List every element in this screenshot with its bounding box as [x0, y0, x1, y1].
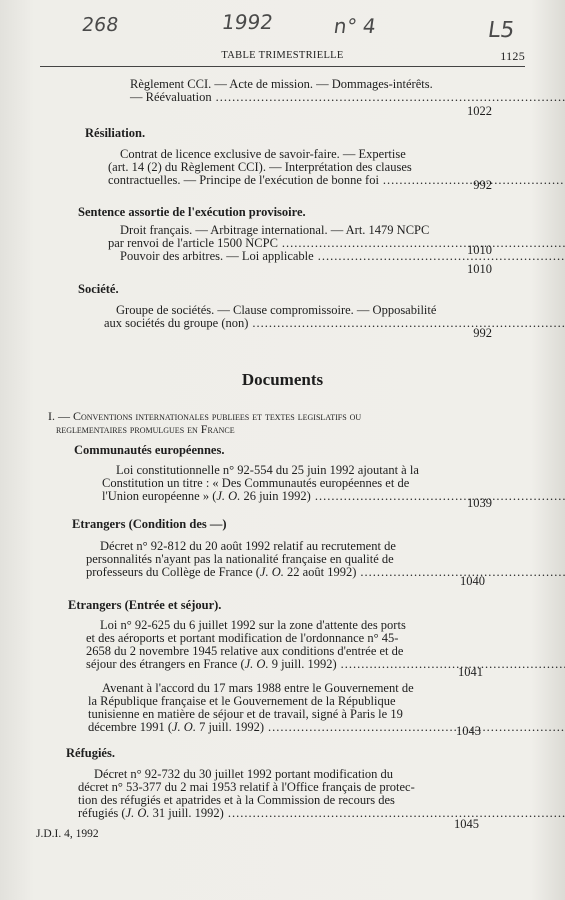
page-ref: 1039	[467, 496, 492, 510]
entry-line: et des aéroports et portant modification de l'ordonnance n° 45-	[86, 631, 399, 645]
entry-etrangers-entree-avenant	[88, 682, 450, 734]
page-ref: 1010	[467, 262, 492, 276]
entry-text: contractuelles. — Principe de l'exécution de bonne foi	[108, 173, 379, 187]
heading-etrangers-entree: Etrangers (Entrée et séjour).	[68, 598, 222, 612]
leader-dots	[318, 249, 565, 263]
heading-etrangers-condition: Etrangers (Condition des —)	[72, 517, 227, 531]
entry-line: décret n° 53-377 du 2 mai 1953 relatif à l'Office français de protec-	[78, 780, 415, 794]
entry-line	[78, 807, 446, 820]
entry-text-part: 9 juill. 1992)	[268, 657, 337, 671]
entry-societe	[104, 304, 458, 330]
journal-abbr: J. O.	[244, 657, 269, 671]
page-ref: 1022	[467, 104, 492, 118]
entry-sentence	[108, 224, 463, 263]
entry-text-part: l'Union européenne » (	[102, 489, 217, 503]
entry-line: la République française et le Gouvernement de la République	[88, 694, 396, 708]
entry-line: Décret n° 92-812 du 20 août 1992 relatif au recrutement de	[100, 539, 396, 553]
entry-text	[86, 565, 356, 579]
entry-text	[88, 720, 264, 734]
leader-dots	[268, 720, 565, 734]
entry-line: Constitution un titre : « Des Communautés européennes et de	[102, 476, 410, 490]
entry-communautes	[102, 464, 452, 503]
entry-line: tunisienne en matière de séjour et de travail, signé à Paris le 19	[88, 707, 403, 721]
entry-line	[130, 91, 460, 104]
entry-text	[102, 489, 311, 503]
entry-text: — Réévaluation	[130, 90, 212, 104]
leader-dots	[252, 316, 565, 330]
header-title: TABLE TRIMESTRIELLE	[221, 50, 344, 61]
handwritten-code: L5	[486, 18, 517, 43]
leader-dots	[341, 657, 565, 671]
journal-abbr: J. O.	[216, 489, 241, 503]
page-ref: 1043	[456, 724, 481, 738]
page-ref: 992	[473, 326, 492, 340]
page-ref: 992	[473, 178, 492, 192]
journal-abbr: J. O.	[125, 806, 150, 820]
heading-societe: Société.	[78, 282, 119, 296]
page-ref: 1041	[458, 665, 483, 679]
entry-text-part: séjour des étrangers en France (	[86, 657, 245, 671]
entry-text-part: décembre 1991 (	[88, 720, 172, 734]
entry-text-part: 22 août 1992)	[283, 565, 357, 579]
entry-line: Groupe de sociétés. — Clause compromissoire. — Opposabilité	[116, 303, 437, 317]
leader-dots	[228, 806, 565, 820]
entry-line: Avenant à l'accord du 17 mars 1988 entre le Gouvernement de	[102, 681, 414, 695]
entry-text-part: 26 juin 1992)	[240, 489, 311, 503]
journal-abbr: J. O.	[172, 720, 196, 734]
entry-line	[102, 490, 452, 503]
entry-line	[104, 317, 458, 330]
leader-dots	[216, 90, 565, 104]
entry-text	[78, 806, 224, 820]
page-ref: 1040	[460, 574, 485, 588]
entry-line: personnalités n'ayant pas la nationalité française en qualité de	[86, 552, 394, 566]
handwritten-issue: n° 4	[332, 14, 378, 38]
entry-line	[108, 174, 462, 187]
entry-reglement	[130, 78, 460, 104]
section-title: Documents	[241, 370, 324, 389]
entry-text-part: 31 juill. 1992)	[149, 806, 224, 820]
journal-abbr: J. O.	[259, 565, 284, 579]
entry-line: tion des réfugiés et apatrides et à la Commission de recours des	[78, 793, 395, 807]
entry-refugies	[78, 768, 446, 820]
entry-line: 2658 du 2 novembre 1945 relative aux conditions d'entrée et de	[86, 644, 404, 658]
entry-line	[86, 658, 448, 671]
running-header	[40, 48, 525, 67]
entry-text-part: professeurs du Collège de France (	[86, 565, 260, 579]
section-heading-line: reglementaires promulgues en France	[56, 422, 235, 436]
heading-sentence: Sentence assortie de l'exécution provisoire.	[78, 205, 306, 219]
handwritten-ref: 268	[80, 14, 120, 36]
entry-line: Contrat de licence exclusive de savoir-faire. — Expertise	[120, 147, 406, 161]
section-heading-line: I. — Conventions internationales publiees et textes legislatifs ou	[48, 409, 362, 423]
entry-line: Loi n° 92-625 du 6 juillet 1992 sur la zone d'attente des ports	[100, 618, 406, 632]
entry-text-part: réfugiés (	[78, 806, 126, 820]
entry-line: Décret n° 92-732 du 30 juillet 1992 portant modification du	[94, 767, 394, 781]
entry-line	[86, 566, 448, 579]
heading-resiliation: Résiliation.	[85, 126, 146, 140]
entry-line	[88, 721, 450, 734]
entry-etrangers-condition	[86, 540, 448, 579]
leader-dots	[282, 236, 565, 250]
entry-text: aux sociétés du groupe (non)	[104, 316, 249, 330]
heading-communautes: Communautés européennes.	[74, 443, 225, 457]
entry-line: Loi constitutionnelle n° 92-554 du 25 juin 1992 ajoutant à la	[116, 463, 419, 477]
heading-refugies: Réfugiés.	[66, 746, 115, 760]
handwritten-year: 1992	[220, 10, 275, 34]
entry-text	[86, 657, 337, 671]
entry-line	[108, 250, 463, 263]
footer: J.D.I. 4, 1992	[36, 828, 99, 840]
entry-line: Règlement CCI. — Acte de mission. — Dommages-intérêts.	[130, 77, 433, 91]
entry-resiliation	[108, 148, 462, 187]
page-ref: 1045	[454, 817, 479, 831]
leader-dots	[315, 489, 565, 503]
entry-text-part: 7 juill. 1992)	[195, 720, 265, 734]
entry-text: Pouvoir des arbitres. — Loi applicable	[120, 249, 314, 263]
entry-line: Droit français. — Arbitrage international. — Art. 1479 NCPC	[120, 223, 430, 237]
header-page-number: 1125	[500, 49, 525, 63]
entry-line: (art. 14 (2) du Règlement CCI). — Interprétation des clauses	[108, 160, 412, 174]
entry-text: par renvoi de l'article 1500 NCPC	[108, 236, 278, 250]
entry-etrangers-entree-loi	[86, 619, 448, 671]
section-heading	[48, 410, 498, 436]
page-ref: 1010	[467, 243, 492, 257]
